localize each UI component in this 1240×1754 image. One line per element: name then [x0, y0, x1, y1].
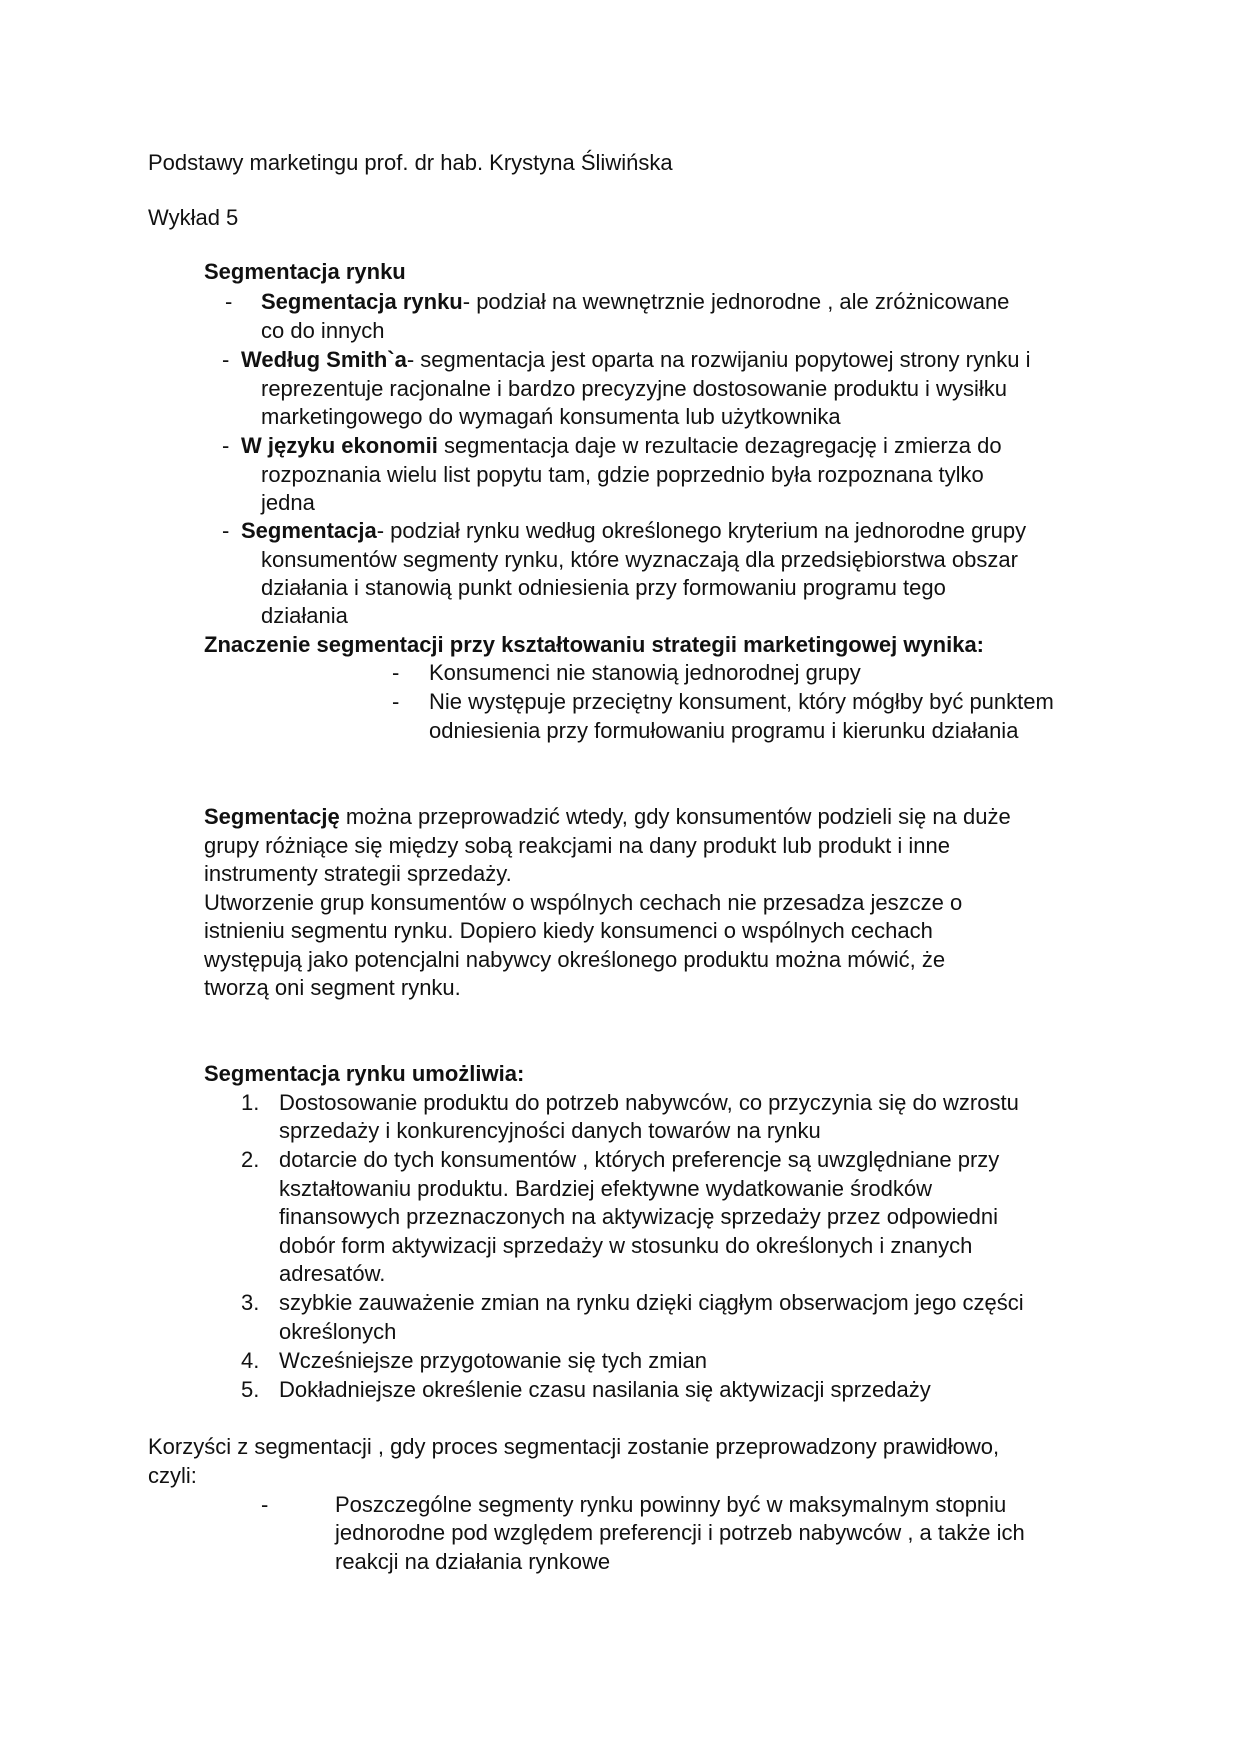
list-item-line: kształtowaniu produktu. Bardziej efektywne wydatkowanie środków	[279, 1176, 932, 1201]
bullet-line: Nie występuje przeciętny konsument, który mógłby być punktem	[429, 689, 1054, 714]
bullet-line	[261, 287, 1009, 316]
bullet-line: reakcji na działania rynkowe	[335, 1549, 611, 1574]
bullet-text: segmentacja daje w rezultacie dezagregację i zmierza do	[437, 433, 1002, 458]
paragraph-line: Utworzenie grup konsumentów o wspólnych cechach nie przesadza jeszcze o	[204, 890, 963, 915]
list-item-line: finansowych przeznaczonych na aktywizację sprzedaży przez odpowiedni	[279, 1204, 999, 1229]
list-item-line: Wcześniejsze przygotowanie się tych zmian	[279, 1348, 707, 1373]
bullet-dash: -	[392, 660, 400, 685]
paragraph-text: można przeprowadzić wtedy, gdy konsumentów podzieli się na duże	[339, 804, 1011, 829]
bullet-line	[241, 345, 1030, 374]
list-item-line: sprzedaży i konkurencyjności danych towarów na rynku	[279, 1118, 821, 1143]
bullet-term: Segmentacja rynku	[261, 289, 463, 314]
list-number: 1.	[241, 1090, 260, 1115]
bullet-text: - podział rynku według określonego kryterium na jednorodne grupy	[376, 518, 1027, 543]
bullet-term: Segmentacja	[241, 518, 377, 543]
bullet-dash: -	[261, 1492, 269, 1517]
paragraph-line: tworzą oni segment rynku.	[204, 975, 461, 1000]
bullet-line: odniesienia przy formułowaniu programu i kierunku działania	[429, 718, 1019, 743]
list-item-line: dobór form aktywizacji sprzedaży w stosunku do określonych i znanych	[279, 1233, 973, 1258]
paragraph-line	[204, 802, 1011, 831]
paragraph-line: grupy różniące się między sobą reakcjami na dany produkt lub produkt i inne	[204, 833, 950, 858]
list-number: 5.	[241, 1377, 260, 1402]
list-item-line: adresatów.	[279, 1261, 386, 1286]
bullet-line: co do innych	[261, 318, 385, 343]
list-item-line: szybkie zauważenie zmian na rynku dzięki ciągłym obserwacjom jego części	[279, 1290, 1024, 1315]
paragraph-line: instrumenty strategii sprzedaży.	[204, 861, 512, 886]
list-item-line: Dokładniejsze określenie czasu nasilania się aktywizacji sprzedaży	[279, 1377, 931, 1402]
bullet-line: rozpoznania wielu list popytu tam, gdzie poprzednio była rozpoznana tylko	[261, 462, 984, 487]
bullet-dash: -	[222, 518, 230, 543]
bullet-line: Poszczególne segmenty rynku powinny być w maksymalnym stopniu	[335, 1492, 1007, 1517]
benefits-intro-line: czyli:	[148, 1463, 197, 1488]
list-item-line: określonych	[279, 1319, 397, 1344]
bullet-line: jedna	[261, 490, 315, 515]
bullet-line: reprezentuje racjonalne i bardzo precyzyjne dostosowanie produktu i wysiłku	[261, 376, 1007, 401]
bullet-line: marketingowego do wymagań konsumenta lub użytkownika	[261, 404, 841, 429]
bullet-dash: -	[225, 289, 233, 314]
bullet-dash: -	[392, 689, 400, 714]
bullet-term: W języku ekonomii	[241, 433, 438, 458]
bullet-text: - segmentacja jest oparta na rozwijaniu popytowej strony rynku i	[406, 347, 1031, 372]
course-title: Podstawy marketingu prof. dr hab. Krystyna Śliwińska	[148, 150, 673, 175]
bullet-term: Według Smith`a	[241, 347, 407, 372]
paragraph-line: występują jako potencjalni nabywcy określonego produktu można mówić, że	[204, 947, 946, 972]
list-item-line: Dostosowanie produktu do potrzeb nabywców, co przyczynia się do wzrostu	[279, 1090, 1019, 1115]
bullet-line: konsumentów segmenty rynku, które wyznaczają dla przedsiębiorstwa obszar	[261, 547, 1018, 572]
bullet-line: działania i stanowią punkt odniesienia przy formowaniu programu tego	[261, 575, 946, 600]
bullet-line: działania	[261, 603, 348, 628]
bullet-dash: -	[222, 433, 230, 458]
paragraph-line: istnieniu segmentu rynku. Dopiero kiedy konsumenci o wspólnych cechach	[204, 918, 933, 943]
benefits-intro-line: Korzyści z segmentacji , gdy proces segmentacji zostanie przeprowadzony prawidłowo,	[148, 1434, 1000, 1459]
list-number: 2.	[241, 1147, 260, 1172]
list-number: 3.	[241, 1290, 260, 1315]
section-heading-segmentation: Segmentacja rynku	[204, 259, 406, 284]
bullet-line	[241, 516, 1026, 545]
section-heading-enables: Segmentacja rynku umożliwia:	[204, 1061, 525, 1086]
section-heading-significance: Znaczenie segmentacji przy kształtowaniu strategii marketingowej wynika:	[204, 632, 985, 657]
paragraph-term: Segmentację	[204, 804, 340, 829]
bullet-text: - podział na wewnętrznie jednorodne , ale zróżnicowane	[462, 289, 1010, 314]
bullet-line: Konsumenci nie stanowią jednorodnej grupy	[429, 660, 861, 685]
bullet-dash: -	[222, 347, 230, 372]
list-number: 4.	[241, 1348, 260, 1373]
bullet-line: jednorodne pod względem preferencji i potrzeb nabywców , a także ich	[335, 1520, 1025, 1545]
list-item-line: dotarcie do tych konsumentów , których preferencje są uwzględniane przy	[279, 1147, 1000, 1172]
bullet-line	[241, 431, 1002, 460]
lecture-number: Wykład 5	[148, 205, 239, 230]
